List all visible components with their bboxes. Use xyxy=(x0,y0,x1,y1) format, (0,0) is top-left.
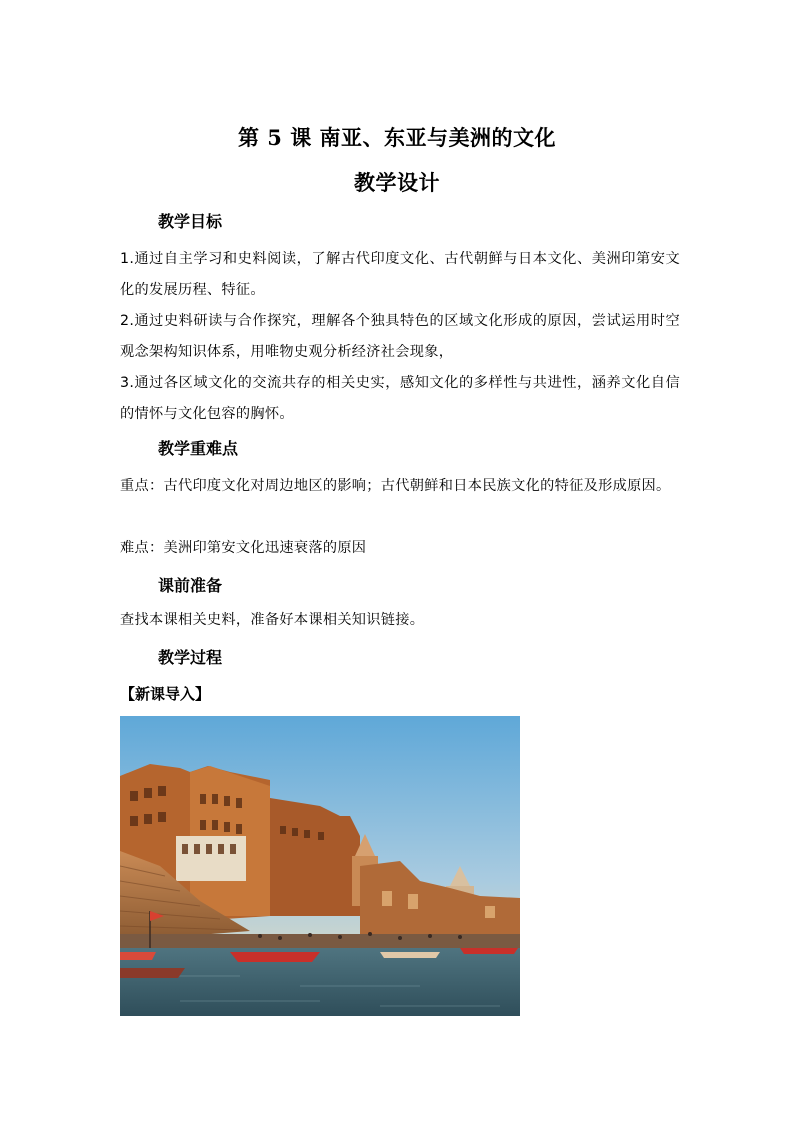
key-points-heading: 教学重难点 xyxy=(158,439,239,458)
photo-illustration xyxy=(120,716,520,1016)
process-heading: 教学过程 xyxy=(158,648,223,667)
varanasi-ghats-photo xyxy=(120,716,520,1016)
lesson-title: 第 5 课 南亚、东亚与美洲的文化 xyxy=(237,125,557,150)
new-lesson-intro-label: 【新课导入】 xyxy=(120,685,211,703)
goals-heading: 教学目标 xyxy=(158,212,223,231)
goal-item-2: 2.通过史料研读与合作探究，理解各个独具特色的区域文化形成的原因，尝试运用时空观念架构知识体系，用唯物史观分析经济社会现象， xyxy=(120,313,680,360)
goal-item-1: 1.通过自主学习和史料阅读，了解古代印度文化、古代朝鲜与日本文化、美洲印第安文化的发展历程、特征。 xyxy=(120,251,680,298)
preparation-text: 查找本课相关史料，准备好本课相关知识链接。 xyxy=(120,612,425,628)
goal-item-3: 3.通过各区域文化的交流共存的相关史实，感知文化的多样性与共进性，涵养文化自信的情怀与文化包容的胸怀。 xyxy=(120,375,680,422)
focus-text: 重点：古代印度文化对周边地区的影响；古代朝鲜和日本民族文化的特征及形成原因。 xyxy=(120,478,671,494)
preparation-heading: 课前准备 xyxy=(158,576,223,595)
lesson-subtitle: 教学设计 xyxy=(354,170,440,195)
difficulty-text: 难点：美洲印第安文化迅速衰落的原因 xyxy=(120,540,367,556)
